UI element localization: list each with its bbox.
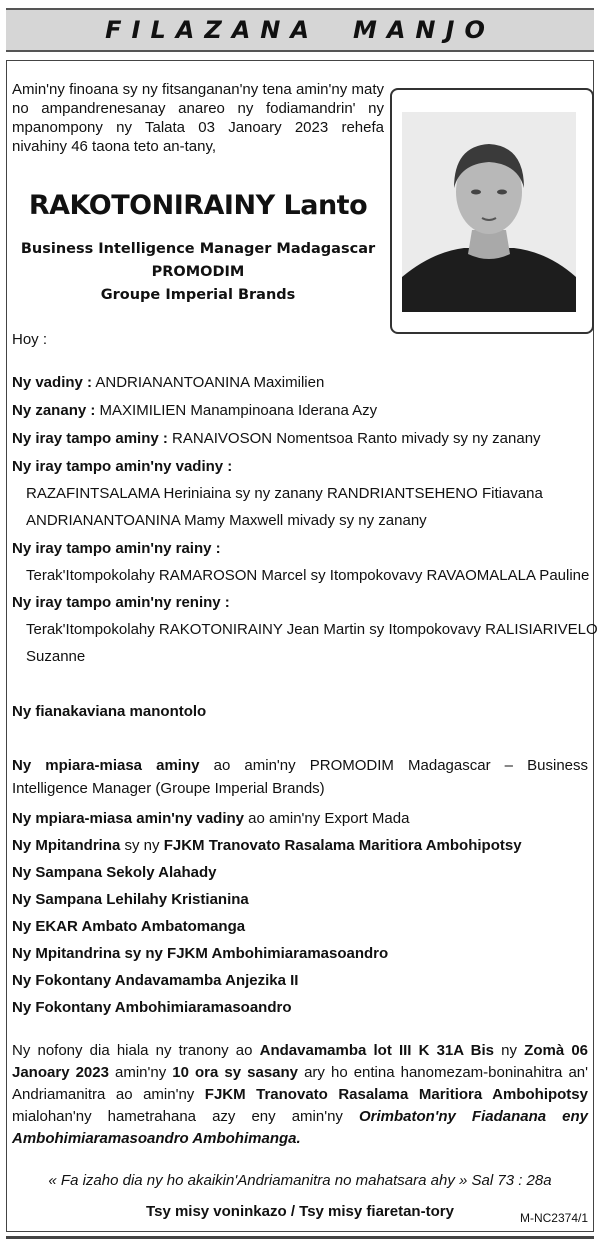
header-title-word1: FILAZANA <box>105 16 319 44</box>
family-line: Ny iray tampo aminy : RANAIVOSON Nomentsoa Ranto mivady sy ny zanany <box>12 430 541 447</box>
portrait-photo <box>402 112 576 312</box>
role-line-3: Groupe Imperial Brands <box>100 287 296 303</box>
colleague-line: Ny Sampana Lehilahy Kristianina <box>12 891 249 908</box>
family-line: RAZAFINTSALAMA Heriniaina sy ny zanany RANDRIANTSEHENO Fitiavana <box>26 485 543 502</box>
family-line: Terak'Itompokolahy RAMAROSON Marcel sy Itompokovavy RAVAOMALALA Pauline <box>26 567 590 584</box>
funeral-details: Ny nofony dia hiala ny tranony ao Andavamamba lot III K 31A Bis ny Zomà 06 Janoary 2023 amin'ny 10 ora sy sasany ary ho entina hanomezam-boninahitra an' Andriamanitra ao amin'ny FJKM Tranovato Rasalama Maritiora Ambohipotsy mialohan'ny hametrahana azy eny amin'ny Orimbaton'ny Fiadanana eny Ambohimiaramasoandro Ambohimanga. <box>12 1042 589 1147</box>
family-line: Suzanne <box>26 648 86 665</box>
colleague-line: Ny Sampana Sekoly Alahady <box>12 864 217 881</box>
family-line: ANDRIANANTOANINA Mamy Maxwell mivady sy ny zanany <box>26 512 427 529</box>
family-line: Ny iray tampo amin'ny rainy : <box>12 540 221 557</box>
colleague-line: Ny Fokontany Ambohimiaramasoandro <box>12 999 292 1016</box>
deceased-role <box>12 238 384 307</box>
reference-code: M-NC2374/1 <box>519 1211 588 1225</box>
colleague-line: Ny Fokontany Andavamamba Anjezika II <box>12 972 299 989</box>
colleague-line: Ny Mpitandrina sy ny FJKM Tranovato Rasalama Maritiora Ambohipotsy <box>12 837 522 854</box>
colleague-line: Ny mpiara-miasa amin'ny vadiny ao amin'ny Export Mada <box>12 810 410 827</box>
family-whole: Ny fianakaviana manontolo <box>12 703 207 720</box>
deceased-name: RAKOTONIRAINY Lanto <box>28 190 368 221</box>
family-line: Terak'Itompokolahy RAKOTONIRAINY Jean Martin sy Itompokovavy RALISIARIVELO <box>26 621 598 638</box>
family-line: Ny iray tampo amin'ny reniny : <box>12 594 230 611</box>
bottom-rule <box>6 1236 594 1239</box>
family-line: Ny vadiny : ANDRIANANTOANINA Maximilien <box>12 374 325 391</box>
intro-paragraph: Amin'ny finoana sy ny fitsanganan'ny tena amin'ny maty no ampandrenesanay anareo ny fodiamandrin' ny mpanompony ny Talata 03 Janoary 2023 rehefa nivahiny 46 taona teto an-tany, <box>12 81 384 155</box>
footer-note: Tsy misy voninkazo / Tsy misy fiaretan-tory <box>146 1203 454 1220</box>
hoy-label: Hoy : <box>12 331 48 348</box>
family-line: Ny zanany : MAXIMILIEN Manampinoana Iderana Azy <box>12 402 378 419</box>
header-title-word2: MANJO <box>352 16 495 44</box>
role-line-2: PROMODIM <box>151 264 245 280</box>
header-banner <box>6 8 594 52</box>
colleague-line: Ny EKAR Ambato Ambatomanga <box>12 918 246 935</box>
family-line: Ny iray tampo amin'ny vadiny : <box>12 458 233 475</box>
colleague-line: Ny mpiara-miasa aminy ao amin'ny PROMODIM Madagascar – Business Intelligence Manager (Groupe Imperial Brands) <box>12 757 589 797</box>
bible-quote: « Fa izaho dia ny ho akaikin'Andriamanitra no mahatsara ahy » Sal 73 : 28a <box>48 1172 552 1189</box>
colleague-line: Ny Mpitandrina sy ny FJKM Ambohimiaramasoandro <box>12 945 389 962</box>
role-line-1: Business Intelligence Manager Madagascar <box>20 241 376 257</box>
